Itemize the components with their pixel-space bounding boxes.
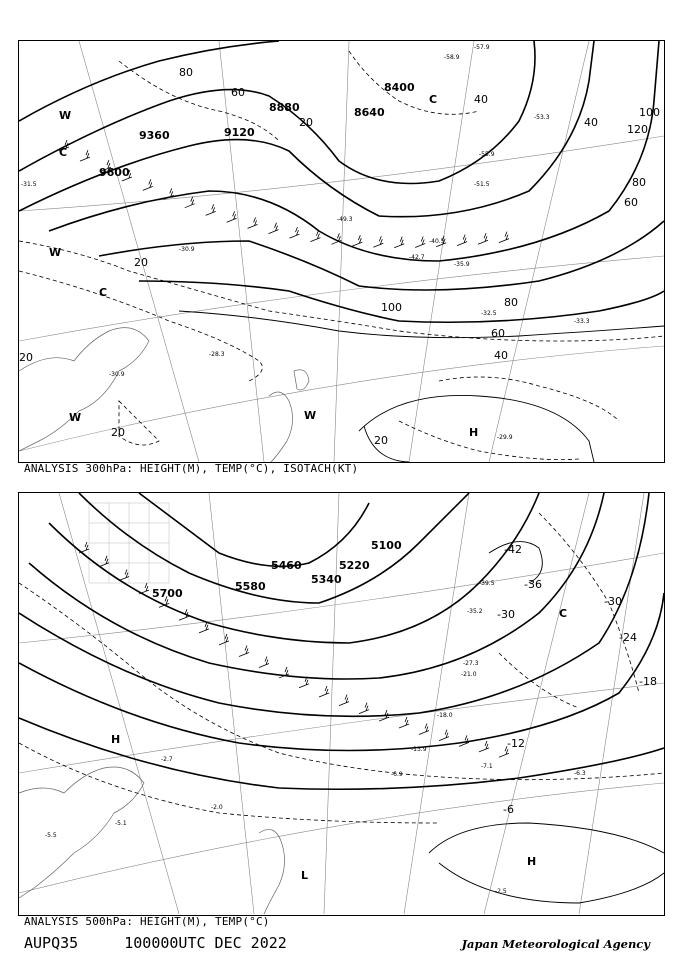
- wind-barb: [239, 645, 249, 656]
- isotach-label: 20: [374, 434, 388, 447]
- wind-barb: [359, 703, 369, 714]
- system-label-cold: C: [99, 286, 108, 299]
- chart-code: AUPQ35: [24, 934, 79, 952]
- system-label-warm: W: [304, 409, 317, 422]
- wind-barb: [499, 232, 509, 243]
- isotach-label: 120: [627, 123, 648, 136]
- wind-barb: [373, 236, 383, 247]
- temperature-label: -32.5: [481, 310, 497, 317]
- temperature-label: -2.7: [161, 756, 173, 763]
- temperature-label: -30.9: [179, 246, 195, 253]
- wind-barbs: [79, 542, 509, 757]
- isotach-label: 20: [19, 351, 33, 364]
- system-label-high: H: [111, 733, 121, 746]
- system-label-warm: W: [69, 411, 82, 424]
- temperature-label: -27.3: [463, 660, 479, 667]
- wind-barb: [439, 730, 449, 741]
- wind-barb: [479, 741, 489, 752]
- wind-barb: [419, 724, 429, 735]
- isotach-label: 20: [111, 426, 125, 439]
- height-label: 5460: [271, 559, 302, 572]
- temperature-label: -51.5: [474, 181, 490, 188]
- map-500hpa: [19, 493, 664, 914]
- temperature-label: -2.0: [211, 804, 223, 811]
- isotherm-label: -18: [639, 675, 657, 688]
- chart-500hpa: [18, 492, 665, 916]
- temperature-label: -5.1: [115, 820, 127, 827]
- temperature-label: -31.5: [21, 181, 37, 188]
- temperature-label: -5.5: [45, 832, 57, 839]
- wind-barb: [269, 223, 279, 234]
- wind-barb: [99, 556, 109, 567]
- temperature-label: -6.3: [574, 770, 586, 777]
- isotherm-label: -42: [504, 543, 522, 556]
- labels-300: [19, 44, 660, 447]
- temperature-label: -28.3: [209, 351, 225, 358]
- height-label: 8880: [269, 101, 300, 114]
- height-label: 8640: [354, 106, 385, 119]
- height-label: 9360: [139, 129, 170, 142]
- height-label: 5340: [311, 573, 342, 586]
- temperature-label: -29.9: [497, 434, 513, 441]
- chart-id-line: [24, 934, 287, 952]
- agency-credit: Japan Meteorological Agency: [461, 937, 650, 951]
- caption-500hpa: ANALYSIS 500hPa: HEIGHT(M), TEMP(°C): [24, 915, 270, 928]
- height-label: 5220: [339, 559, 370, 572]
- isotach-label: 20: [134, 256, 148, 269]
- temperature-label: -2.5: [495, 888, 507, 895]
- wind-barb: [199, 622, 209, 633]
- wind-barb: [399, 717, 409, 728]
- isotach-label: 80: [504, 296, 518, 309]
- temperature-label: -57.9: [474, 44, 490, 51]
- map-300hpa: [19, 41, 664, 462]
- isotherm-label: -30: [604, 595, 622, 608]
- isotach-label: 60: [624, 196, 638, 209]
- height-label: 5580: [235, 580, 266, 593]
- height-label: 9120: [224, 126, 255, 139]
- temperature-label: -18.0: [437, 712, 453, 719]
- coastlines: [19, 328, 309, 462]
- wind-barb: [259, 657, 269, 668]
- height-label: 9600: [99, 166, 130, 179]
- isotach-label: 60: [231, 86, 245, 99]
- chart-300hpa: [18, 40, 665, 463]
- wind-barb: [394, 237, 404, 248]
- isotach-label: 60: [491, 327, 505, 340]
- temperature-label: -49.3: [337, 216, 353, 223]
- temperature-label: -30.9: [109, 371, 125, 378]
- isotach-label: 40: [584, 116, 598, 129]
- wind-barb: [319, 686, 329, 697]
- isotach-label: 80: [179, 66, 193, 79]
- height-contours: [19, 41, 664, 322]
- system-label-high: H: [469, 426, 479, 439]
- hatched-region: [89, 503, 169, 583]
- temperature-label: -13.9: [411, 746, 427, 753]
- grid-lines: [19, 493, 664, 914]
- wind-barb: [339, 695, 349, 706]
- system-label-cold: C: [59, 146, 68, 159]
- wind-barb: [185, 197, 195, 208]
- isotherm-label: -12: [507, 737, 525, 750]
- isotach-label: 100: [639, 106, 660, 119]
- isotherm-label: -36: [524, 578, 542, 591]
- height-label: 5700: [152, 587, 183, 600]
- wind-barb: [352, 235, 362, 246]
- height-label: 5100: [371, 539, 402, 552]
- height-label: 8400: [384, 81, 415, 94]
- temperature-label: -55.9: [479, 151, 495, 158]
- temperature-label: -33.3: [574, 318, 590, 325]
- wind-barb: [248, 217, 258, 228]
- wind-barb: [310, 231, 320, 242]
- system-label-high: H: [527, 855, 537, 868]
- system-label-cold: C: [559, 607, 568, 620]
- temperature-label: -7.1: [481, 763, 493, 770]
- isotach-label: 20: [299, 116, 313, 129]
- temperature-label: -40.5: [429, 238, 445, 245]
- temperature-label: -35.2: [467, 608, 483, 615]
- isotach-label: 40: [494, 349, 508, 362]
- caption-300hpa: ANALYSIS 300hPa: HEIGHT(M), TEMP(°C), ISOTACH(KT): [24, 462, 359, 475]
- wind-barb: [227, 211, 237, 222]
- coastlines: [19, 767, 285, 914]
- temperature-label: -6.9: [391, 771, 403, 778]
- wind-barb: [206, 204, 216, 215]
- wind-barb: [478, 233, 488, 244]
- temperature-label: -53.3: [534, 114, 550, 121]
- temperature-label: -58.9: [444, 54, 460, 61]
- temperature-label: -39.5: [479, 580, 495, 587]
- temperature-label: -21.0: [461, 671, 477, 678]
- valid-time: 100000UTC DEC 2022: [124, 934, 287, 952]
- wind-barb: [80, 150, 90, 161]
- isotach-label: 40: [474, 93, 488, 106]
- temperature-label: -35.9: [454, 261, 470, 268]
- wind-barb: [289, 227, 299, 238]
- wind-barb: [143, 179, 153, 190]
- grid-lines: [19, 41, 664, 462]
- isotherm-label: -24: [619, 631, 637, 644]
- isotach-label: 100: [381, 301, 402, 314]
- wind-barb: [119, 570, 129, 581]
- system-label-warm: W: [49, 246, 62, 259]
- system-label-warm: W: [59, 109, 72, 122]
- wind-barb: [415, 236, 425, 247]
- isotach-label: 80: [632, 176, 646, 189]
- system-label-cold: C: [429, 93, 438, 106]
- system-label-low: L: [301, 869, 309, 882]
- isotherm-label: -6: [503, 803, 514, 816]
- wind-barb: [457, 235, 467, 246]
- temperature-label: -42.7: [409, 254, 425, 261]
- isotherm-label: -30: [497, 608, 515, 621]
- wind-barbs: [59, 140, 509, 248]
